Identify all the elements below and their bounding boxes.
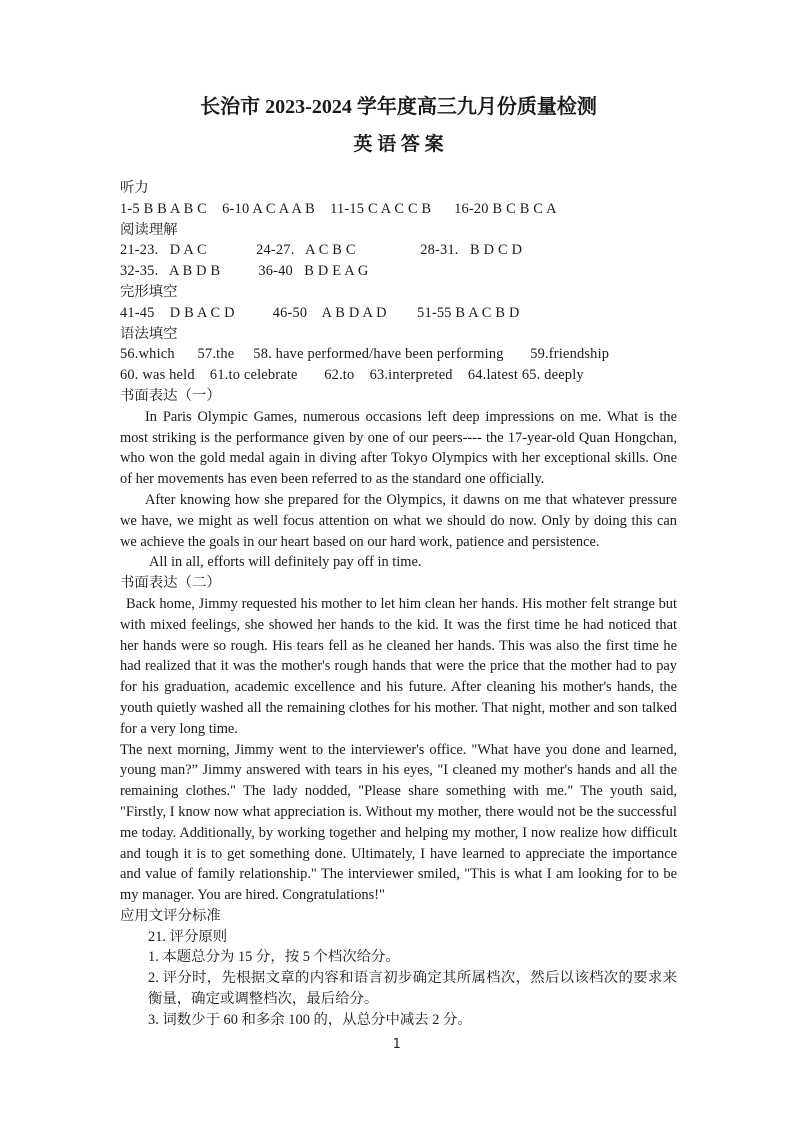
section-reading xyxy=(120,220,677,282)
writing2-paragraph-2: The next morning, Jimmy went to the interviewer's office. "What have you done and learned, young man?” Jimmy answered with tears in his eyes, "I cleaned my mother's hands and all the remaining clothes." The lady nodded, "Please share something with me." The youth said, "Firstly, I know now what appreciation is. Without my mother, there would not be the successful me today. Additionally, by working together and helping my mother, I now realize how difficult and tough it is to get something done. Ultimately, I have learned to appreciate the importance and value of family relationship." The interviewer smiled, "This is what I am looking for to be my manager. You are hired. Congratulations!" xyxy=(120,741,677,904)
grammar-answer-row-2: 60. was held 61.to celebrate 62.to 63.interpreted 64.latest 65. deeply xyxy=(120,367,584,384)
section-writing-1 xyxy=(120,386,677,573)
document-subtitle: 英 语 答 案 xyxy=(353,134,444,155)
listening-answer-row: 1-5 B B A B C 6-10 A C A A B 11-15 C A C C B 16-20 B C B C A xyxy=(120,200,557,217)
writing1-paragraph-3: All in all, efforts will definitely pay off in time. xyxy=(149,554,422,571)
document-title: 长治市 2023-2024 学年度高三九月份质量检测 xyxy=(200,96,597,118)
section-writing-2 xyxy=(120,573,677,906)
writing2-heading: 书面表达（二） xyxy=(120,575,221,592)
reading-answer-row-1: 21-23. D A C 24-27. A C B C 28-31. B D C D xyxy=(120,242,523,259)
rubric-item-principles: 21. 评分原则 xyxy=(148,928,228,945)
writing2-paragraph-1: Back home, Jimmy requested his mother to let him clean her hands. His mother felt strange but with mixed feelings, she showed her hands to the kid. It was the first time he had noticed that her hands were so rough. His tears fell as he cleaned her hands. This was also the first time he had realized that it was the mother's rough hands that were the price that the mother had to pay for his graduation, academic excellence and his future. After cleaning his mother's hands, the youth quietly washed all the remaining clothes for his mother. That night, mother and son talked for a very long time. xyxy=(120,595,677,737)
section-listening xyxy=(120,178,677,220)
rubric-heading: 应用文评分标准 xyxy=(120,907,221,924)
rubric-item-2: 2. 评分时，先根据文章的内容和语言初步确定其所属档次，然后以该档次的要求来衡量，确定或调整档次，最后给分。 xyxy=(148,970,677,1008)
page-number: 1 xyxy=(392,1037,401,1052)
section-rubric xyxy=(120,906,677,1031)
writing1-paragraph-2: After knowing how she prepared for the Olympics, it dawns on me that whatever pressure we have, we might as well focus attention on what we should do now. Only by doing this can we achieve the goals in our heart based on our hard work, patience and persistence. xyxy=(120,491,677,550)
reading-answer-row-2: 32-35. A B D B 36-40 B D E A G xyxy=(120,263,369,280)
rubric-item-3: 3. 词数少于 60 和多余 100 的，从总分中减去 2 分。 xyxy=(148,1011,472,1028)
writing1-heading: 书面表达（一） xyxy=(120,387,221,404)
grammar-heading: 语法填空 xyxy=(120,325,178,342)
listening-heading: 听力 xyxy=(120,180,149,196)
cloze-answer-row: 41-45 D B A C D 46-50 A B D A D 51-55 B A C B D xyxy=(120,304,520,321)
rubric-item-1: 1. 本题总分为 15 分，按 5 个档次给分。 xyxy=(148,949,400,966)
cloze-heading: 完形填空 xyxy=(120,283,178,300)
section-cloze xyxy=(120,282,677,324)
section-grammar xyxy=(120,324,677,386)
writing1-paragraph-1: In Paris Olympic Games, numerous occasions left deep impressions on me. What is the most striking is the performance given by one of our peers---- the 17-year-old Quan Hongchan, who won the gold medal again in diving after Tokyo Olympics with her exceptional skills. One of her movements has even been referred to as the standard one officially. xyxy=(120,408,677,488)
grammar-answer-row-1: 56.which 57.the 58. have performed/have been performing 59.friendship xyxy=(120,346,610,363)
reading-heading: 阅读理解 xyxy=(120,221,178,238)
